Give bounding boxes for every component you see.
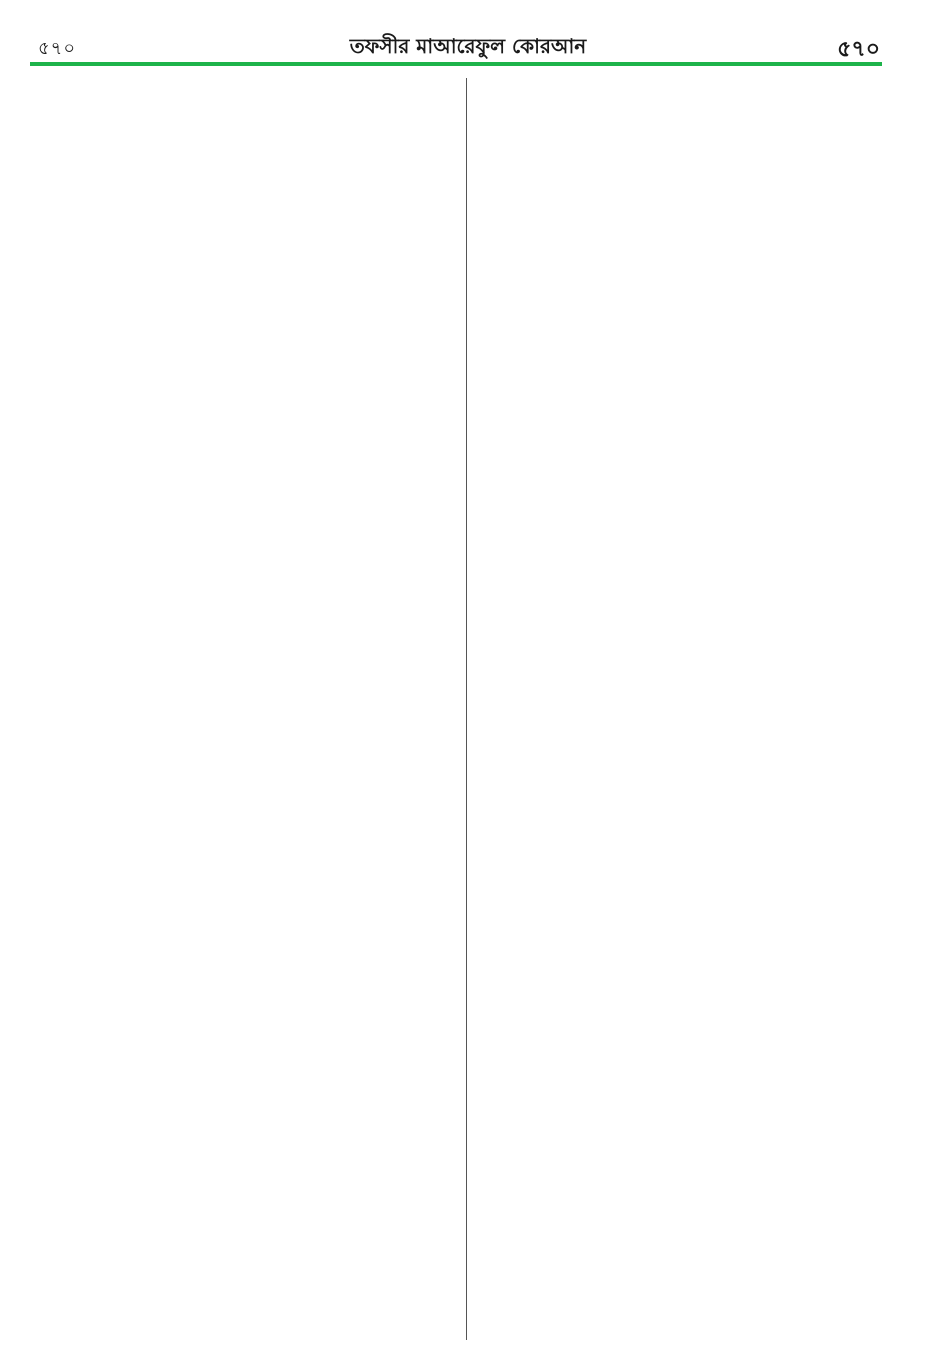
header-rule <box>30 62 882 66</box>
running-title: তফসীর মাআরেফুল কোরআন <box>349 34 587 58</box>
left-column <box>30 78 454 1340</box>
page-header <box>0 0 936 62</box>
page-number-right: ৫৭০ <box>837 37 880 62</box>
column-divider <box>466 78 467 1340</box>
body-columns <box>30 78 892 1340</box>
right-column <box>478 78 892 1340</box>
page-number-left: ৫৭০ <box>38 38 77 59</box>
